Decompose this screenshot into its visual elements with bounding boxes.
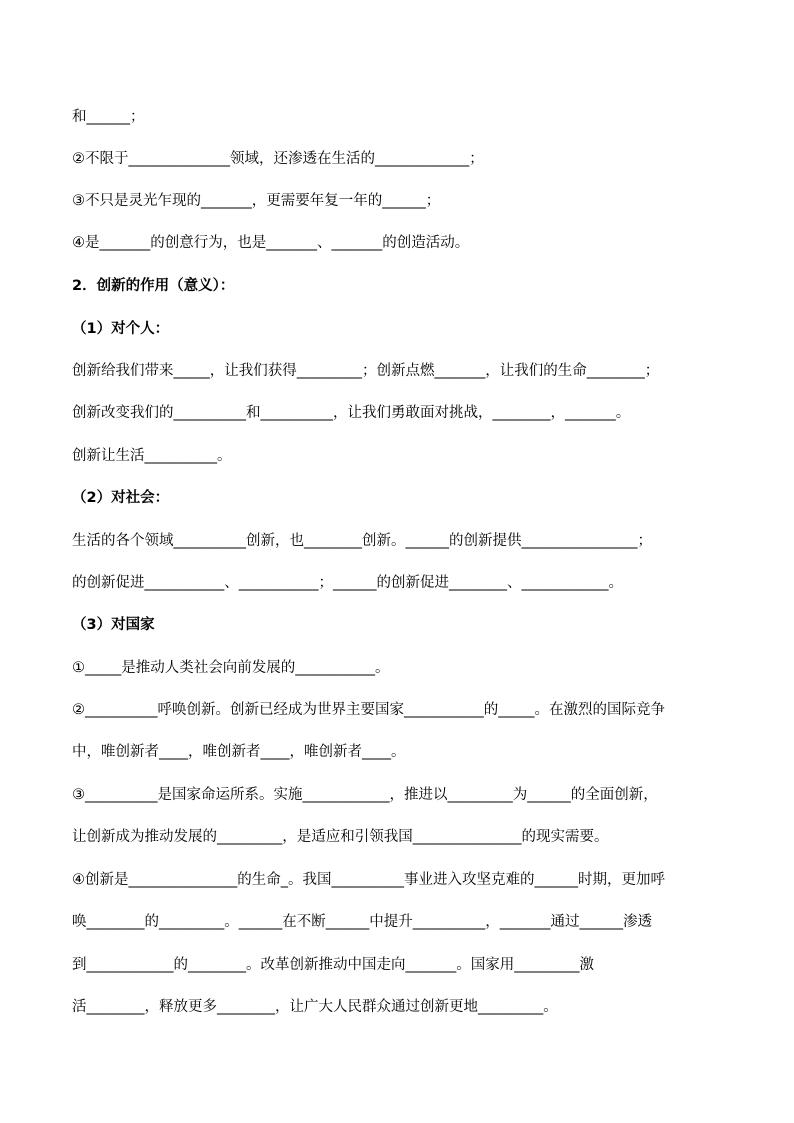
line-9: 创新让生活__________。 xyxy=(72,448,232,464)
line-14: ①_____是推动人类社会向前发展的___________。 xyxy=(72,660,390,676)
line-15: ②__________呼唤创新。创新已经成为世界主要国家___________的_____。在激烈的国际竞争 xyxy=(72,702,665,718)
line-2: ②不限于______________领域，还渗透在生活的_____________； xyxy=(72,151,484,167)
line-17: ③__________是国家命运所系。实施____________，推进以_________为______的全面创新， xyxy=(72,787,658,803)
line-8: 创新改变我们的__________和__________，让我们勇敢面对挑战，________，_______。 xyxy=(72,405,631,421)
subheading-individual: （1）对个人： xyxy=(72,321,170,337)
line-20: 唤________的_________。______在不断______中提升__________，_______通过______渗透 xyxy=(72,914,652,930)
line-1: 和______； xyxy=(72,109,145,125)
subheading-society: （2）对社会： xyxy=(72,490,170,506)
line-11: 生活的各个领域__________创新，也________创新。______的创新提供________________； xyxy=(72,533,652,549)
line-4: ④是_______的创意行为，也是_______、_______的创造活动。 xyxy=(72,235,470,251)
line-3: ③不只是灵光乍现的_______，更需要年复一年的______； xyxy=(72,193,441,209)
line-21: 到____________的________。改革创新推动中国走向_______。国家用_________激 xyxy=(72,957,594,973)
line-22: 活________，释放更多________，让广大人民群众通过创新更地_________。 xyxy=(72,999,558,1015)
line-7: 创新给我们带来_____，让我们获得_________；创新点燃_______，让我们的生命________； xyxy=(72,363,660,379)
line-18: 让创新成为推动发展的_________，是适应和引领我国_______________的现实需要。 xyxy=(72,829,609,845)
subheading-nation: （3）对国家 xyxy=(72,617,155,633)
line-19: ④创新是_______________的生命_。我国__________事业进入攻坚克难的______时期，更加呼 xyxy=(72,872,665,888)
line-12: 的创新促进___________、___________；______的创新促进________、____________。 xyxy=(72,575,623,591)
section-heading-2: 2．创新的作用（意义）： xyxy=(72,278,235,294)
line-16: 中，唯创新者____，唯创新者____，唯创新者____。 xyxy=(72,744,406,760)
